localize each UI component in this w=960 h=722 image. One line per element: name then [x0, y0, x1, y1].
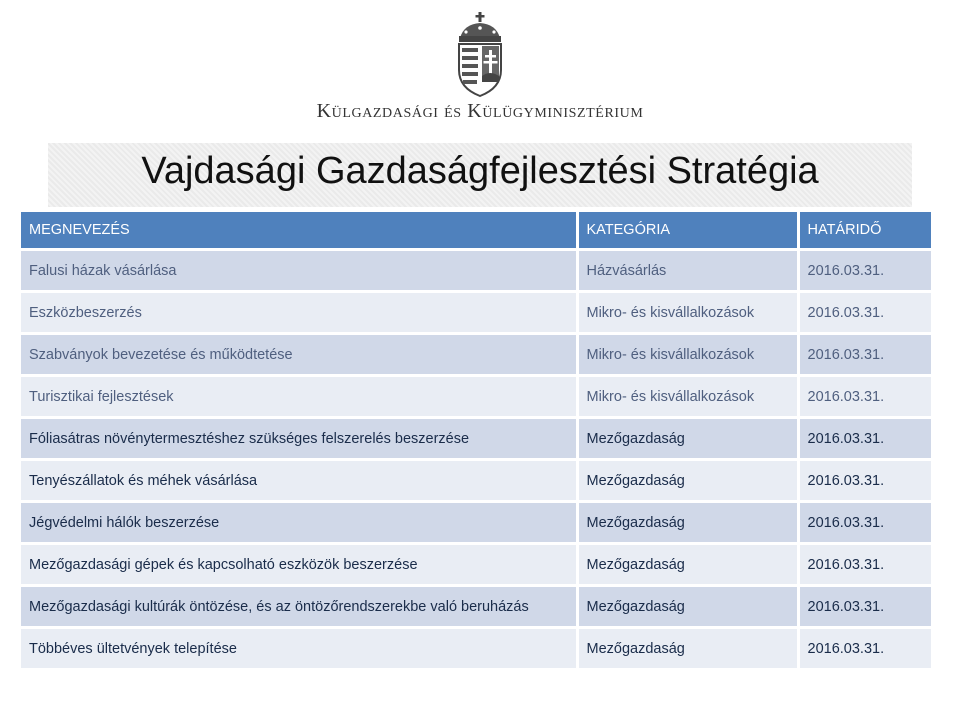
cell-category: Mezőgazdaság [579, 545, 797, 584]
cell-deadline: 2016.03.31. [800, 629, 932, 668]
table-header-row [21, 212, 931, 248]
header-kategoria: KATEGÓRIA [579, 212, 797, 248]
cell-name: Többéves ültetvények telepítése [21, 629, 576, 668]
cell-category: Házvásárlás [579, 251, 797, 290]
cell-name: Tenyészállatok és méhek vásárlása [21, 461, 576, 500]
cell-deadline: 2016.03.31. [800, 545, 932, 584]
cell-name: Turisztikai fejlesztések [21, 377, 576, 416]
cell-name: Fóliasátras növénytermesztéshez szükséges felszerelés beszerzése [21, 419, 576, 458]
cell-deadline: 2016.03.31. [800, 251, 932, 290]
table-row [21, 335, 931, 374]
cell-category: Mezőgazdaság [579, 419, 797, 458]
table-row [21, 629, 931, 668]
cell-deadline: 2016.03.31. [800, 293, 932, 332]
ministry-name: Külgazdasági és Külügyminisztérium [316, 100, 644, 122]
cell-category: Mezőgazdaság [579, 629, 797, 668]
cell-deadline: 2016.03.31. [800, 377, 932, 416]
cell-category: Mikro- és kisvállalkozások [579, 293, 797, 332]
cell-name: Mezőgazdasági kultúrák öntözése, és az öntözőrendszerekbe való beruházás [21, 587, 576, 626]
table-row [21, 503, 931, 542]
header-hatarido: HATÁRIDŐ [800, 212, 932, 248]
cell-name: Szabványok bevezetése és működtetése [21, 335, 576, 374]
cell-category: Mezőgazdaság [579, 587, 797, 626]
table-row [21, 251, 931, 290]
cell-name: Jégvédelmi hálók beszerzése [21, 503, 576, 542]
cell-category: Mezőgazdaság [579, 461, 797, 500]
page-title: Vajdasági Gazdaságfejlesztési Stratégia [141, 150, 819, 192]
table-row [21, 377, 931, 416]
cell-deadline: 2016.03.31. [800, 419, 932, 458]
cell-deadline: 2016.03.31. [800, 335, 932, 374]
cell-deadline: 2016.03.31. [800, 587, 932, 626]
cell-name: Mezőgazdasági gépek és kapcsolható eszközök beszerzése [21, 545, 576, 584]
table-row [21, 461, 931, 500]
cell-category: Mezőgazdaság [579, 503, 797, 542]
cell-category: Mikro- és kisvállalkozások [579, 335, 797, 374]
cell-name: Eszközbeszerzés [21, 293, 576, 332]
deadline-table [18, 209, 934, 671]
cell-name: Falusi házak vásárlása [21, 251, 576, 290]
table-row [21, 419, 931, 458]
cell-category: Mikro- és kisvállalkozások [579, 377, 797, 416]
table-row [21, 587, 931, 626]
cell-deadline: 2016.03.31. [800, 461, 932, 500]
table-row [21, 293, 931, 332]
table-row [21, 545, 931, 584]
coat-of-arms-icon [454, 12, 506, 98]
cell-deadline: 2016.03.31. [800, 503, 932, 542]
header-megnevezes: MEGNEVEZÉS [21, 212, 576, 248]
